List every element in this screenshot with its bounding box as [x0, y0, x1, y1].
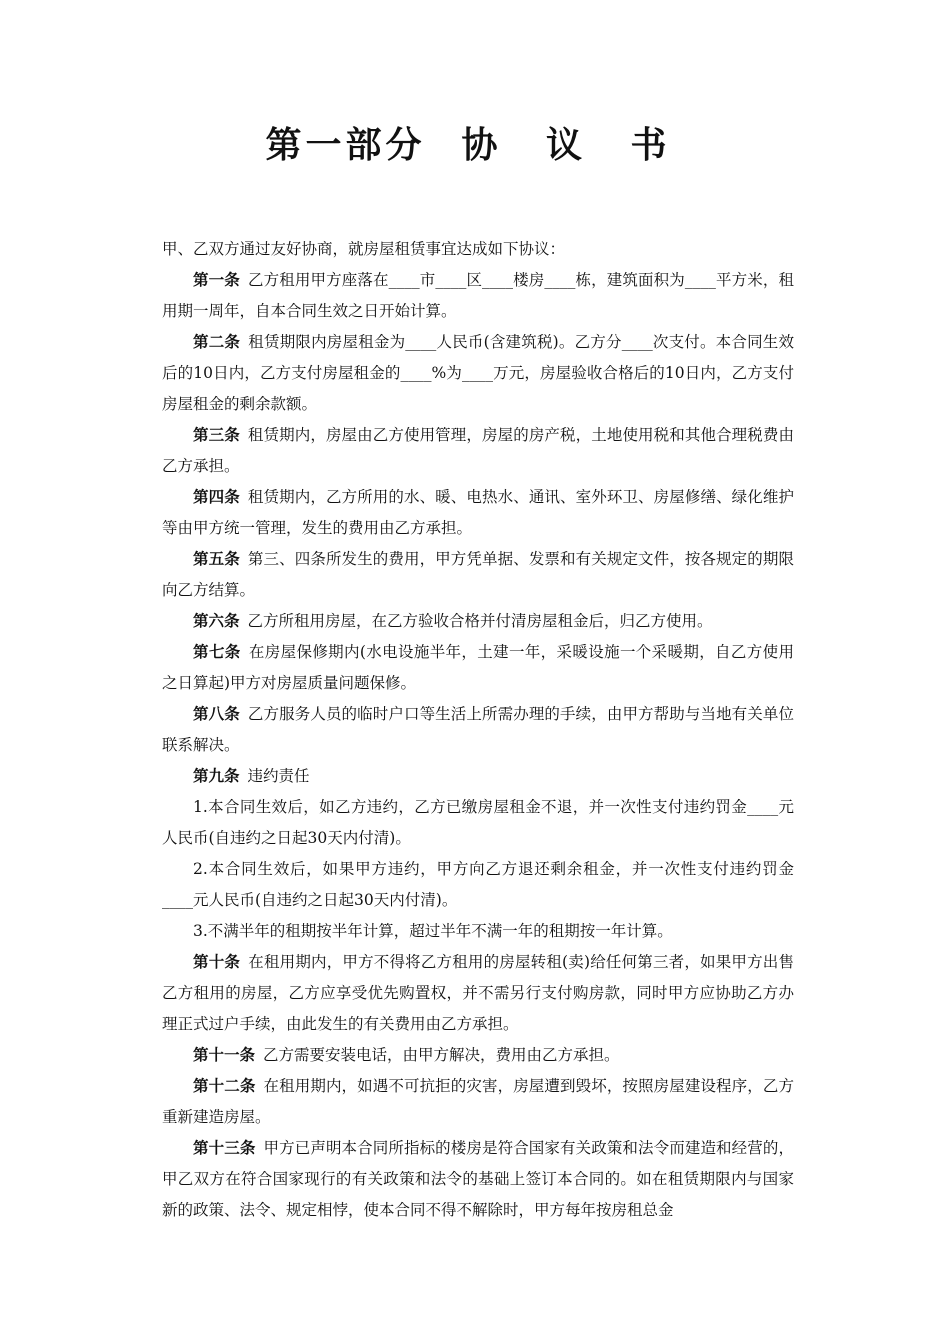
article-label: 第八条: [193, 705, 240, 723]
article-label: 第六条: [193, 612, 240, 630]
breach-item-2: 2.本合同生效后，如果甲方违约，甲方向乙方退还剩余租金，并一次性支付违约罚金____元人民币(自违约之日起30天内付清)。: [162, 860, 794, 909]
article-label: 第一条: [193, 271, 240, 289]
article-text: 在房屋保修期内(水电设施半年，土建一年，采暖设施一个采暖期，自乙方使用之日算起)甲方对房屋质量问题保修。: [162, 643, 794, 692]
article-text: 乙方租用甲方座落在____市____区____楼房____栋，建筑面积为____平方米，租用期一周年，自本合同生效之日开始计算。: [162, 271, 794, 320]
article-5: [162, 544, 794, 606]
article-label: 第三条: [193, 426, 240, 444]
document-title: [0, 118, 950, 174]
article-text: 乙方需要安装电话，由甲方解决，费用由乙方承担。: [263, 1046, 620, 1064]
article-7: [162, 637, 794, 699]
article-label: 第二条: [193, 333, 241, 351]
article-label: 第九条: [193, 767, 240, 785]
article-text: 乙方所租用房屋，在乙方验收合格并付清房屋租金后，归乙方使用。: [247, 612, 713, 630]
article-label: 第十二条: [193, 1077, 256, 1095]
article-label: 第十条: [193, 953, 241, 971]
article-text: 甲方已声明本合同所指标的楼房是符合国家有关政策和法令而建造和经营的，甲乙双方在符合国家现行的有关政策和法令的基础上签订本合同的。如在租赁期限内与国家新的政策、法令、规定相悖，使本合同不得不解除时，甲方每年按房租总金: [162, 1139, 794, 1219]
article-11: [162, 1040, 794, 1071]
article-4: [162, 482, 794, 544]
article-text: 租赁期内，房屋由乙方使用管理，房屋的房产税，土地使用税和其他合理税费由乙方承担。: [162, 426, 794, 475]
breach-item-1: 1.本合同生效后，如乙方违约，乙方已缴房屋租金不退，并一次性支付违约罚金____元人民币(自违约之日起30天内付清)。: [162, 798, 794, 847]
article-label: 第十三条: [193, 1139, 256, 1157]
article-text: 违约责任: [247, 767, 310, 785]
article-3: [162, 420, 794, 482]
breach-item-3: 3.不满半年的租期按半年计算，超过半年不满一年的租期按一年计算。: [193, 922, 673, 940]
article-12: [162, 1071, 794, 1133]
article-2: [162, 327, 794, 420]
article-label: 第四条: [193, 488, 240, 506]
title-part: 第一部分: [265, 125, 426, 166]
article-9: [162, 761, 794, 792]
article-text: 租赁期内，乙方所用的水、暖、电热水、通讯、室外环卫、房屋修缮、绿化维护等由甲方统一管理，发生的费用由乙方承担。: [162, 488, 794, 537]
article-text: 租赁期限内房屋租金为____人民币(含建筑税)。乙方分____次支付。本合同生效后的10日内，乙方支付房屋租金的____%为____万元，房屋验收合格后的10日内，乙方支付房屋租金的剩余款额。: [162, 333, 794, 413]
agreement-body: [162, 234, 794, 1226]
article-text: 在租用期内，甲方不得将乙方租用的房屋转租(卖)给任何第三者，如果甲方出售乙方租用的房屋，乙方应享受优先购置权，并不需另行支付购房款，同时甲方应协助乙方办理正式过户手续，由此发生的有关费用由乙方承担。: [162, 953, 794, 1033]
article-text: 在租用期内，如遇不可抗拒的灾害，房屋遭到毁坏，按照房屋建设程序，乙方重新建造房屋。: [162, 1077, 794, 1126]
article-text: 乙方服务人员的临时户口等生活上所需办理的手续，由甲方帮助与当地有关单位联系解决。: [162, 705, 794, 754]
article-6: [162, 606, 794, 637]
article-label: 第五条: [193, 550, 240, 568]
article-label: 第十一条: [193, 1046, 256, 1064]
title-main: 协 议 书: [461, 125, 685, 166]
article-8: [162, 699, 794, 761]
article-13: [162, 1133, 794, 1226]
article-label: 第七条: [193, 643, 241, 661]
intro-paragraph: 甲、乙双方通过友好协商，就房屋租赁事宜达成如下协议：: [162, 240, 566, 258]
article-1: [162, 265, 794, 327]
article-10: [162, 947, 794, 1040]
article-text: 第三、四条所发生的费用，甲方凭单据、发票和有关规定文件，按各规定的期限向乙方结算。: [162, 550, 794, 599]
